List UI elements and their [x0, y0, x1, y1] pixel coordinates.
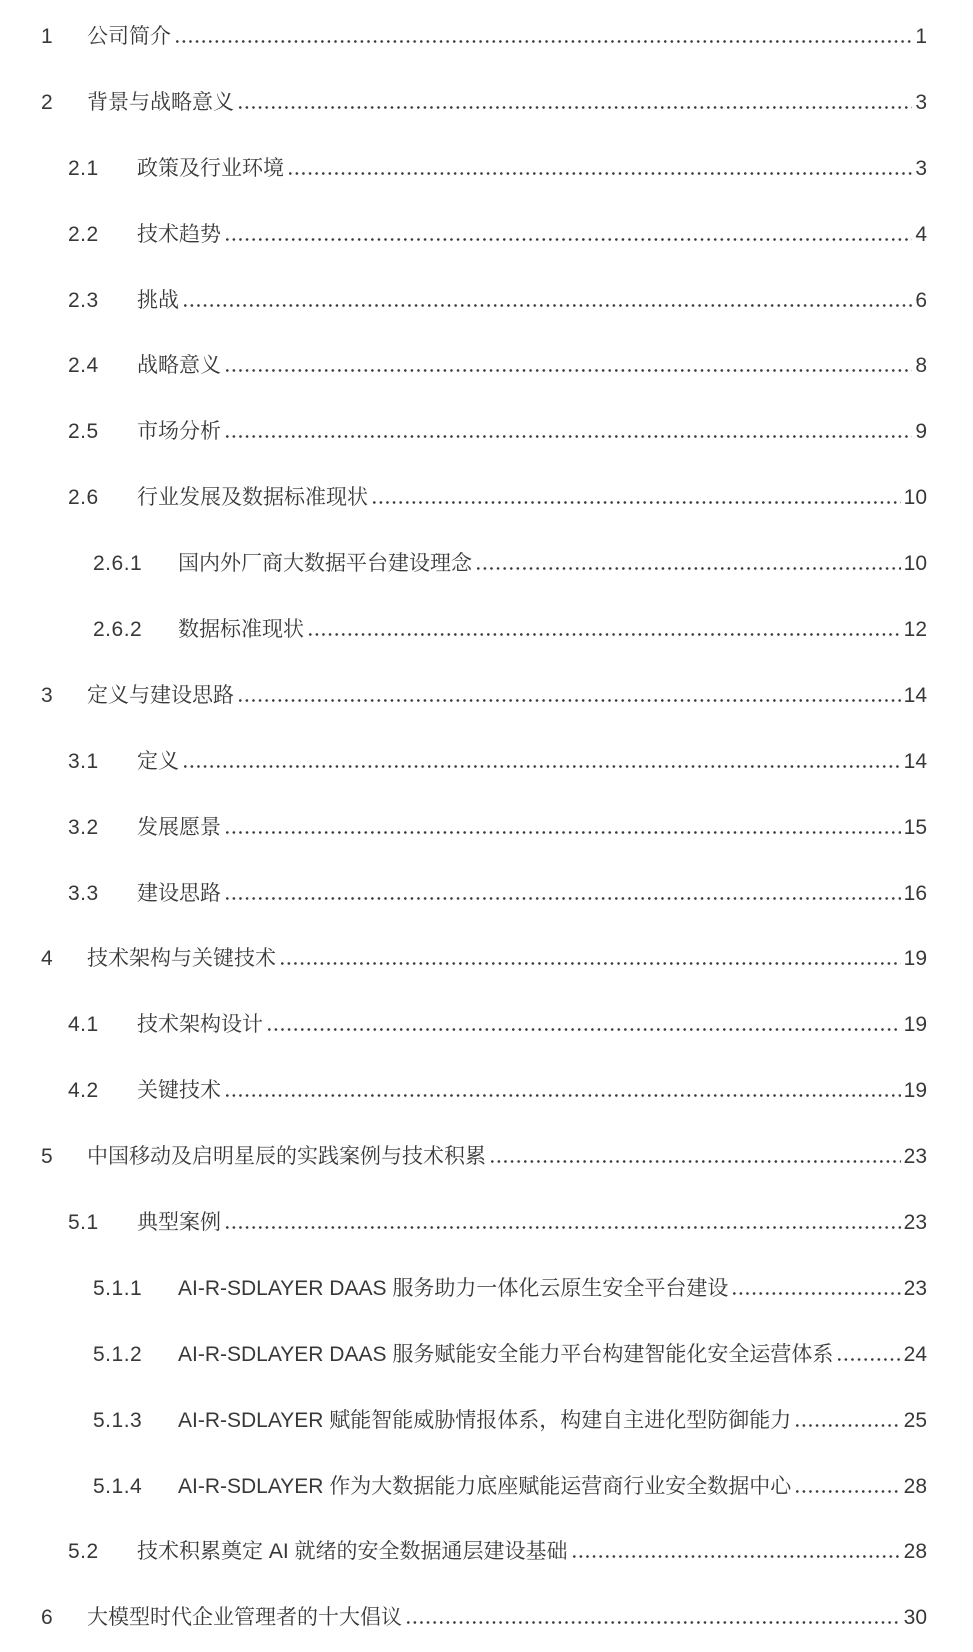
toc-dot-leader — [226, 1094, 901, 1097]
toc-page-number: 3 — [915, 156, 927, 180]
toc-dot-leader — [176, 40, 912, 43]
toc-entry[interactable] — [0, 4, 927, 70]
toc-entry[interactable] — [0, 1388, 927, 1454]
toc-entry-number: 4 — [41, 947, 54, 971]
toc-entry-title: 市场分析 — [137, 420, 221, 444]
toc-entry-title: 国内外厂商大数据平台建设理念 — [178, 552, 472, 576]
toc-entry-number: 3.3 — [68, 881, 99, 905]
toc-entry[interactable] — [0, 992, 927, 1058]
toc-entry-title: AI-R-SDLAYER DAAS 服务赋能安全能力平台构建智能化安全运营体系 — [178, 1342, 834, 1366]
toc-entry-number: 1 — [41, 25, 54, 48]
toc-entry[interactable] — [0, 399, 927, 465]
toc-entry-title: 大模型时代企业管理者的十大倡议 — [87, 1606, 402, 1630]
toc-entry-title: 战略意义 — [137, 354, 221, 378]
toc-dot-leader — [373, 501, 901, 504]
toc-page-number: 15 — [903, 815, 927, 839]
toc-entry-title: 建设思路 — [137, 881, 221, 905]
toc-entry-number: 2.5 — [68, 420, 99, 444]
toc-page-number: 19 — [903, 1079, 927, 1103]
toc-entry-title: 政策及行业环境 — [137, 156, 284, 180]
toc-entry[interactable] — [0, 465, 927, 531]
toc-dot-leader — [289, 172, 912, 175]
toc-entry-title: 定义与建设思路 — [87, 683, 234, 707]
toc-entry-title: 技术趋势 — [137, 222, 221, 246]
toc-page-number: 10 — [903, 486, 927, 510]
toc-page-number: 10 — [903, 552, 927, 576]
toc-dot-leader — [407, 1621, 901, 1624]
toc-entry-number: 2.1 — [68, 156, 99, 180]
toc-entry-number: 5.1.1 — [93, 1276, 143, 1300]
toc-entry-number: 5.1 — [68, 1211, 99, 1235]
toc-entry[interactable] — [0, 1519, 927, 1585]
toc-page-number: 3 — [915, 90, 927, 114]
toc-entry-title: 公司简介 — [87, 25, 171, 48]
toc-entry-number: 2 — [41, 90, 54, 114]
toc-dot-leader — [477, 567, 901, 570]
toc-dot-leader — [268, 1028, 901, 1031]
toc-entry-number: 3 — [41, 683, 54, 707]
toc-entry[interactable] — [0, 70, 927, 136]
toc-entry-number: 4.2 — [68, 1079, 99, 1103]
toc-entry-number: 3.2 — [68, 815, 99, 839]
toc-page-number: 23 — [903, 1211, 927, 1235]
toc-dot-leader — [796, 1424, 900, 1427]
toc-entry[interactable] — [0, 729, 927, 795]
toc-entry-number: 5.1.3 — [93, 1408, 143, 1432]
toc-entry[interactable] — [0, 597, 927, 663]
toc-page-number: 25 — [903, 1408, 927, 1432]
toc-page-number: 9 — [915, 420, 927, 444]
toc-page-number: 8 — [915, 354, 927, 378]
toc-entry-title: 行业发展及数据标准现状 — [137, 486, 368, 510]
toc-dot-leader — [491, 1160, 901, 1163]
toc-entry-number: 3.1 — [68, 749, 99, 773]
toc-page-number: 28 — [903, 1474, 927, 1498]
toc-entry[interactable] — [0, 202, 927, 268]
toc-entry[interactable] — [0, 1322, 927, 1388]
toc-entry-number: 2.2 — [68, 222, 99, 246]
toc-entry-number: 2.6.2 — [93, 618, 143, 642]
toc-page-number: 23 — [903, 1276, 927, 1300]
toc-entry-title: 定义 — [137, 749, 179, 773]
toc-page-number: 14 — [903, 683, 927, 707]
toc-entry-title: 挑战 — [137, 288, 179, 312]
toc-entry[interactable] — [0, 926, 927, 992]
toc-entry[interactable] — [0, 663, 927, 729]
toc-entry-number: 2.3 — [68, 288, 99, 312]
toc-page-number: 4 — [915, 222, 927, 246]
toc-entry-title: 技术架构与关键技术 — [87, 947, 276, 971]
toc-page-number: 28 — [903, 1540, 927, 1564]
toc-dot-leader — [573, 1555, 901, 1558]
toc-entry-title: AI-R-SDLAYER DAAS 服务助力一体化云原生安全平台建设 — [178, 1276, 729, 1300]
toc-page-number: 23 — [903, 1145, 927, 1169]
toc-entry-title: 典型案例 — [137, 1211, 221, 1235]
toc-entry[interactable] — [0, 1058, 927, 1124]
toc-page-number: 24 — [903, 1342, 927, 1366]
toc-entry-title: 技术架构设计 — [137, 1013, 263, 1037]
toc-dot-leader — [796, 1490, 900, 1493]
toc-entry-number: 2.6 — [68, 486, 99, 510]
toc-entry-title: 发展愿景 — [137, 815, 221, 839]
toc-page-number: 19 — [903, 947, 927, 971]
toc-entry[interactable] — [0, 136, 927, 202]
toc-entry-number: 2.6.1 — [93, 552, 143, 576]
toc-page-number: 14 — [903, 749, 927, 773]
toc-entry-number: 2.4 — [68, 354, 99, 378]
toc-dot-leader — [226, 435, 912, 438]
toc-entry-title: 中国移动及启明星辰的实践案例与技术积累 — [87, 1145, 486, 1169]
toc-dot-leader — [281, 962, 901, 965]
toc-entry-number: 5.2 — [68, 1540, 99, 1564]
toc-page-number: 16 — [903, 881, 927, 905]
toc-dot-leader — [226, 897, 901, 900]
toc-entry-number: 6 — [41, 1606, 54, 1630]
toc-dot-leader — [733, 1292, 900, 1295]
toc-entry[interactable] — [0, 1585, 927, 1651]
toc-dot-leader — [184, 304, 912, 307]
toc-dot-leader — [239, 106, 912, 109]
toc-dot-leader — [226, 1226, 901, 1229]
toc-page-number: 30 — [903, 1606, 927, 1630]
toc-dot-leader — [226, 238, 912, 241]
toc-dot-leader — [309, 633, 901, 636]
toc-entry[interactable] — [0, 1256, 927, 1322]
toc-dot-leader — [226, 369, 912, 372]
toc-page-number: 6 — [915, 288, 927, 312]
toc-entry[interactable] — [0, 795, 927, 861]
toc-page-number: 12 — [903, 618, 927, 642]
toc-dot-leader — [226, 831, 901, 834]
toc-entry-title: AI-R-SDLAYER 赋能智能威胁情报体系，构建自主进化型防御能力 — [178, 1408, 792, 1432]
toc-entry-number: 4.1 — [68, 1013, 99, 1037]
toc-entry-title: 技术积累奠定 AI 就绪的安全数据通层建设基础 — [137, 1540, 568, 1564]
toc-entry[interactable] — [0, 1454, 927, 1520]
toc-entry-title: 背景与战略意义 — [87, 90, 234, 114]
toc-dot-leader — [838, 1358, 900, 1361]
toc-entry-number: 5.1.4 — [93, 1474, 143, 1498]
toc-entry-title: AI-R-SDLAYER 作为大数据能力底座赋能运营商行业安全数据中心 — [178, 1474, 792, 1498]
toc-page-number: 1 — [915, 25, 927, 48]
toc-entry[interactable] — [0, 333, 927, 399]
toc-entry[interactable] — [0, 531, 927, 597]
toc-page-number: 19 — [903, 1013, 927, 1037]
toc-entry[interactable] — [0, 1190, 927, 1256]
toc-entry[interactable] — [0, 1124, 927, 1190]
toc-entry[interactable] — [0, 861, 927, 927]
toc-entry-title: 关键技术 — [137, 1079, 221, 1103]
toc-entry-title: 数据标准现状 — [178, 618, 304, 642]
toc-entry-number: 5.1.2 — [93, 1342, 143, 1366]
toc-dot-leader — [184, 765, 901, 768]
toc-entry[interactable] — [0, 268, 927, 334]
toc-dot-leader — [239, 699, 901, 702]
toc-entry-number: 5 — [41, 1145, 54, 1169]
